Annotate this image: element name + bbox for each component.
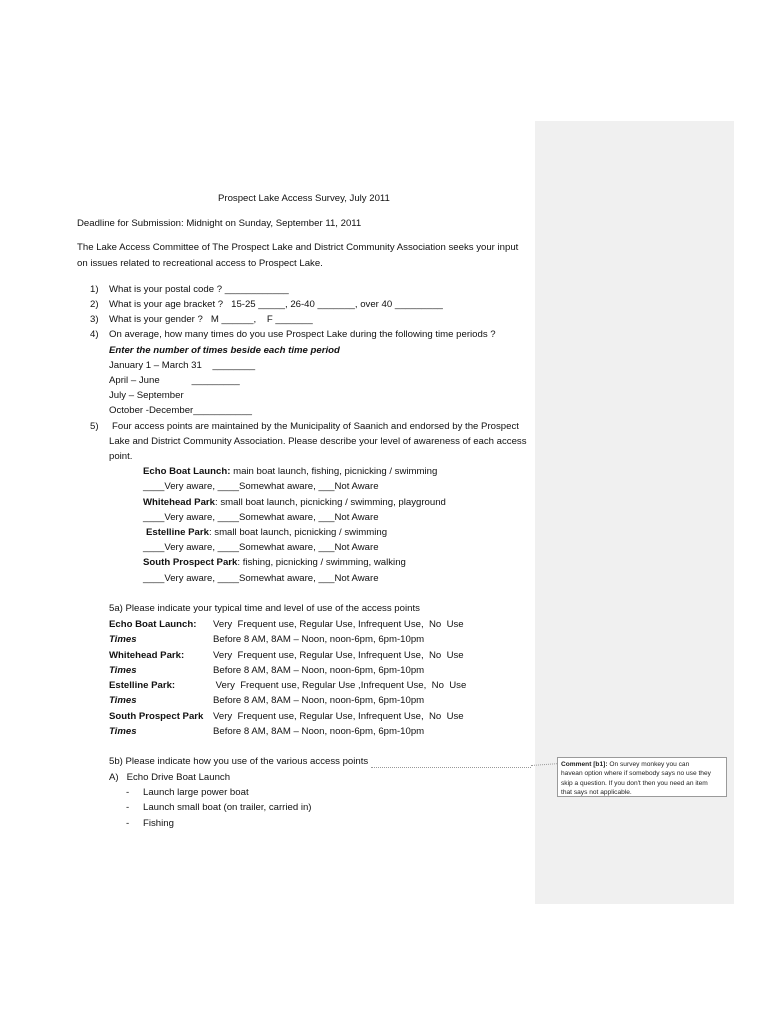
q5a-text: 5a) Please indicate your typical time and level of use of the access points: [109, 603, 420, 614]
q5a-value-echo-use: Very Frequent use, Regular Use, Infrequent Use, No Use: [213, 619, 464, 630]
access-point-south-prospect: [143, 557, 406, 569]
q5a-label-times: Times: [109, 665, 137, 676]
q1-text: What is your postal code ? ____________: [109, 284, 289, 295]
q5a-value-estelline-times: Before 8 AM, 8AM – Noon, noon-6pm, 6pm-10pm: [213, 695, 425, 706]
q5b-sub-a: A) Echo Drive Boat Launch: [109, 772, 231, 783]
q5a-label-estelline: Estelline Park:: [109, 680, 176, 691]
q5b-item-small-boat: Launch small boat (on trailer, carried in): [143, 802, 312, 813]
access-point-name: Estelline Park: [146, 527, 209, 538]
awareness-echo: ____Very aware, ____Somewhat aware, ___Not Aware: [143, 481, 379, 492]
bullet-dash: -: [126, 802, 130, 813]
q5b-item-large-power-boat: Launch large power boat: [143, 787, 249, 798]
access-point-name: South Prospect Park: [143, 557, 238, 568]
q3-text: What is your gender ? M ______, F _______: [109, 314, 313, 325]
q4-period-apr-jun: April – June _________: [109, 375, 240, 386]
access-point-whitehead: [143, 497, 446, 509]
awareness-south-prospect: ____Very aware, ____Somewhat aware, ___Not Aware: [143, 573, 379, 584]
awareness-whitehead: ____Very aware, ____Somewhat aware, ___Not Aware: [143, 512, 379, 523]
q5a-label-times: Times: [109, 695, 137, 706]
comment-line-1: [561, 760, 723, 769]
bullet-dash: -: [126, 818, 130, 829]
comment-line-2: havean option where if somebody says no use they: [561, 770, 711, 778]
comment-label: Comment [b1]:: [561, 761, 608, 768]
access-point-name: Whitehead Park: [143, 497, 215, 508]
access-point-name: Echo Boat Launch:: [143, 466, 231, 477]
q5a-value-south-prospect-times: Before 8 AM, 8AM – Noon, noon-6pm, 6pm-10pm: [213, 726, 425, 737]
q5b-item-fishing: Fishing: [143, 818, 174, 829]
comment-connector-line: [371, 767, 531, 768]
q4-period-oct-dec: October -December___________: [109, 405, 252, 416]
q5a-label-whitehead: Whitehead Park:: [109, 650, 185, 661]
q4-instruction: Enter the number of times beside each time period: [109, 345, 340, 356]
intro-line-1: The Lake Access Committee of The Prospect Lake and District Community Association seeks your input: [77, 242, 519, 253]
q5-number: 5): [90, 421, 99, 432]
awareness-estelline: ____Very aware, ____Somewhat aware, ___Not Aware: [143, 542, 379, 553]
bullet-dash: -: [126, 787, 130, 798]
q4-number: 4): [90, 329, 99, 340]
q5a-value-whitehead-use: Very Frequent use, Regular Use, Infrequent Use, No Use: [213, 650, 464, 661]
deadline-text: Deadline for Submission: Midnight on Sunday, September 11, 2011: [77, 218, 362, 229]
q2-number: 2): [90, 299, 99, 310]
comment-text-1: On survey monkey you can: [607, 761, 690, 768]
comment-balloon[interactable]: [557, 757, 727, 797]
access-point-desc: : fishing, picnicking / swimming, walking: [237, 557, 406, 568]
q4-period-jul-sep: July – September: [109, 390, 184, 401]
access-point-desc: : small boat launch, picnicking / swimming, playground: [214, 497, 446, 508]
q5a-label-echo: Echo Boat Launch:: [109, 619, 197, 630]
q4-period-jan-mar: January 1 – March 31 ________: [109, 360, 256, 371]
q5a-label-times: Times: [109, 726, 137, 737]
document-title: Prospect Lake Access Survey, July 2011: [218, 193, 390, 204]
comment-line-4: that says not applicable.: [561, 789, 632, 797]
q5a-value-south-prospect-use: Very Frequent use, Regular Use, Infrequent Use, No Use: [213, 711, 464, 722]
q5a-value-whitehead-times: Before 8 AM, 8AM – Noon, noon-6pm, 6pm-10pm: [213, 665, 425, 676]
q5b-text: 5b) Please indicate how you use of the various access points: [109, 756, 369, 767]
access-point-desc: main boat launch, fishing, picnicking / swimming: [230, 466, 438, 477]
q2-text: What is your age bracket ? 15-25 _____, 26-40 _______, over 40 _________: [109, 299, 443, 310]
q5a-value-estelline-use: Very Frequent use, Regular Use ,Infrequent Use, No Use: [213, 680, 467, 691]
q5a-label-times: Times: [109, 634, 137, 645]
access-point-echo: [143, 466, 437, 478]
q5-text-line-2: Lake and District Community Association. Please describe your level of awareness of each access: [109, 436, 527, 447]
q5-text-line-3: point.: [109, 451, 133, 462]
q5a-label-south-prospect: South Prospect Park: [109, 711, 204, 722]
q3-number: 3): [90, 314, 99, 325]
access-point-desc: : small boat launch, picnicking / swimming: [208, 527, 388, 538]
q5a-value-echo-times: Before 8 AM, 8AM – Noon, noon-6pm, 6pm-10pm: [213, 634, 425, 645]
intro-line-2: on issues related to recreational access to Prospect Lake.: [77, 258, 323, 269]
access-point-estelline: [146, 527, 387, 539]
q4-text: On average, how many times do you use Prospect Lake during the following time periods ?: [109, 329, 496, 340]
q1-number: 1): [90, 284, 99, 295]
comment-line-3: skip a question. If you don't then you need an item: [561, 779, 708, 787]
q5-text-line-1: Four access points are maintained by the Municipality of Saanich and endorsed by the Prospect: [112, 421, 519, 432]
